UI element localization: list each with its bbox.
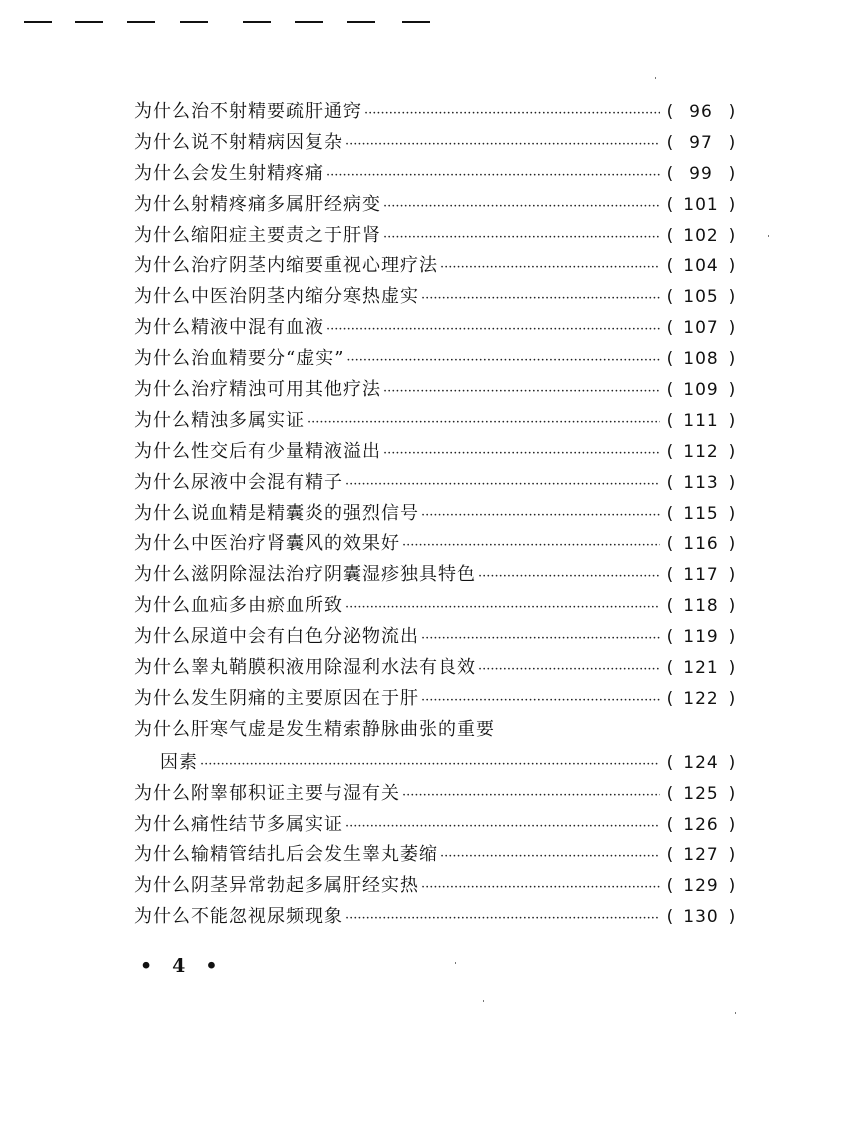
toc-entry xyxy=(134,499,738,530)
toc-entry-title: 为什么不能忽视尿频现象 xyxy=(134,906,343,928)
dot-leader xyxy=(421,631,660,646)
table-of-contents xyxy=(134,97,738,933)
toc-entry-title: 为什么治血精要分“虚实” xyxy=(134,348,345,370)
toc-entry-title: 为什么尿液中会混有精子 xyxy=(134,471,343,493)
toc-entry-line2 xyxy=(134,748,738,779)
toc-entry xyxy=(134,344,738,375)
toc-entry-title: 为什么痛性结节多属实证 xyxy=(134,813,343,835)
dot-leader xyxy=(478,569,660,584)
dot-leader xyxy=(421,291,660,306)
toc-entry-title: 为什么发生阴痛的主要原因在于肝 xyxy=(134,687,419,709)
toc-entry xyxy=(134,591,738,622)
dot-leader xyxy=(364,106,660,121)
toc-entry-title: 为什么说血精是精囊炎的强烈信号 xyxy=(134,502,419,524)
scan-speck xyxy=(455,962,456,964)
scan-speck xyxy=(735,1012,736,1014)
toc-entry-page: ( 108 ) xyxy=(666,349,736,370)
toc-entry-title: 为什么治疗阴茎内缩要重视心理疗法 xyxy=(134,255,438,277)
dot-leader xyxy=(383,230,660,245)
toc-entry-page: ( 124 ) xyxy=(666,752,736,773)
toc-entry xyxy=(134,221,738,252)
toc-entry-page: ( 130 ) xyxy=(666,907,736,928)
toc-entry-title: 为什么肝寒气虚是发生精索静脉曲张的重要 xyxy=(134,718,495,740)
toc-entry-title: 为什么治疗精浊可用其他疗法 xyxy=(134,379,381,401)
scan-speck xyxy=(768,235,769,237)
toc-entry-page: ( 96 ) xyxy=(666,102,736,122)
toc-entry xyxy=(134,653,738,684)
toc-entry-title: 为什么尿道中会有白色分泌物流出 xyxy=(134,626,419,648)
toc-entry-page: ( 116 ) xyxy=(666,534,736,555)
toc-entry-title: 为什么射精疼痛多属肝经病变 xyxy=(134,193,381,215)
footer-bullet: • xyxy=(205,955,218,977)
toc-entry xyxy=(134,529,738,560)
toc-entry-title: 为什么阴茎异常勃起多属肝经实热 xyxy=(134,875,419,897)
dot-leader xyxy=(200,757,660,772)
toc-entry xyxy=(134,902,738,933)
dot-leader xyxy=(383,384,660,399)
toc-entry xyxy=(134,779,738,810)
dot-leader xyxy=(440,849,660,864)
dot-leader xyxy=(326,168,660,183)
toc-entry-title: 为什么滋阴除湿法治疗阴囊湿疹独具特色 xyxy=(134,564,476,586)
page-footer xyxy=(140,955,218,977)
toc-entry xyxy=(134,684,738,715)
toc-entry-page: ( 99 ) xyxy=(666,163,736,184)
toc-entry-title: 为什么中医治阴茎内缩分寒热虚实 xyxy=(134,286,419,308)
toc-entry xyxy=(134,282,738,313)
toc-entry xyxy=(134,560,738,591)
dot-leader xyxy=(421,880,660,895)
toc-entry-page: ( 109 ) xyxy=(666,380,736,401)
toc-entry-page: ( 118 ) xyxy=(666,596,736,617)
footer-bullet: • xyxy=(140,955,153,977)
dot-leader xyxy=(383,446,660,461)
toc-entry-title: 为什么睾丸鞘膜积液用除湿利水法有良效 xyxy=(134,657,476,679)
toc-entry-title: 为什么输精管结扎后会发生睾丸萎缩 xyxy=(134,844,438,866)
dot-leader xyxy=(326,322,660,337)
toc-entry-page: ( 115 ) xyxy=(666,503,736,524)
toc-entry-page: ( 125 ) xyxy=(666,783,736,804)
toc-entry-page: ( 119 ) xyxy=(666,627,736,648)
toc-entry xyxy=(134,97,738,128)
toc-entry-line1 xyxy=(134,715,738,748)
toc-entry-page: ( 126 ) xyxy=(666,814,736,835)
toc-entry xyxy=(134,313,738,344)
toc-entry-title: 为什么精液中混有血液 xyxy=(134,317,324,339)
toc-entry-page: ( 121 ) xyxy=(666,658,736,679)
dot-leader xyxy=(345,600,660,615)
toc-entry-title: 为什么性交后有少量精液溢出 xyxy=(134,440,381,462)
toc-entry-title: 为什么缩阳症主要责之于肝肾 xyxy=(134,224,381,246)
toc-entry-title: 为什么说不射精病因复杂 xyxy=(134,131,343,153)
toc-entry-page: ( 127 ) xyxy=(666,845,736,866)
toc-entry-title-continued: 因素 xyxy=(160,751,198,773)
dot-leader xyxy=(345,911,660,926)
dot-leader xyxy=(345,819,660,834)
toc-entry-title: 为什么中医治疗肾囊风的效果好 xyxy=(134,533,400,555)
toc-entry-title: 为什么会发生射精疼痛 xyxy=(134,162,324,184)
dot-leader xyxy=(345,137,660,152)
toc-entry-page: ( 129 ) xyxy=(666,876,736,897)
toc-entry-page: ( 117 ) xyxy=(666,565,736,586)
dot-leader xyxy=(402,538,660,553)
dot-leader xyxy=(440,260,660,275)
toc-entry-page: ( 105 ) xyxy=(666,287,736,308)
toc-entry-page: ( 112 ) xyxy=(666,441,736,462)
toc-entry-page: ( 104 ) xyxy=(666,256,736,277)
toc-entry-title: 为什么治不射精要疏肝通窍 xyxy=(134,101,362,122)
toc-entry xyxy=(134,159,738,190)
dot-leader xyxy=(421,508,660,523)
toc-entry xyxy=(134,406,738,437)
toc-entry xyxy=(134,810,738,841)
toc-entry-page: ( 101 ) xyxy=(666,194,736,215)
toc-entry xyxy=(134,840,738,871)
toc-entry-title: 为什么附睾郁积证主要与湿有关 xyxy=(134,782,400,804)
toc-entry-page: ( 97 ) xyxy=(666,132,736,153)
toc-entry xyxy=(134,375,738,406)
toc-entry xyxy=(134,622,738,653)
toc-entry xyxy=(134,128,738,159)
dot-leader xyxy=(383,199,660,214)
toc-entry xyxy=(134,251,738,282)
toc-entry-page: ( 107 ) xyxy=(666,318,736,339)
toc-entry-title: 为什么血疝多由瘀血所致 xyxy=(134,595,343,617)
toc-entry xyxy=(134,190,738,221)
dot-leader xyxy=(345,477,660,492)
dot-leader xyxy=(346,353,660,368)
dot-leader xyxy=(307,415,660,430)
toc-entry xyxy=(134,871,738,902)
toc-entry-title: 为什么精浊多属实证 xyxy=(134,409,305,431)
dot-leader xyxy=(402,788,660,803)
page-number: 4 xyxy=(172,955,186,977)
toc-entry-page: ( 111 ) xyxy=(666,410,736,431)
dot-leader xyxy=(421,693,660,708)
toc-entry xyxy=(134,437,738,468)
scan-speck xyxy=(655,77,656,79)
toc-entry-page: ( 113 ) xyxy=(666,472,736,493)
header-rule xyxy=(24,14,434,28)
dot-leader xyxy=(478,662,660,677)
toc-entry xyxy=(134,468,738,499)
toc-entry-page: ( 102 ) xyxy=(666,225,736,246)
scan-speck xyxy=(483,1000,484,1002)
toc-entry-page: ( 122 ) xyxy=(666,688,736,709)
